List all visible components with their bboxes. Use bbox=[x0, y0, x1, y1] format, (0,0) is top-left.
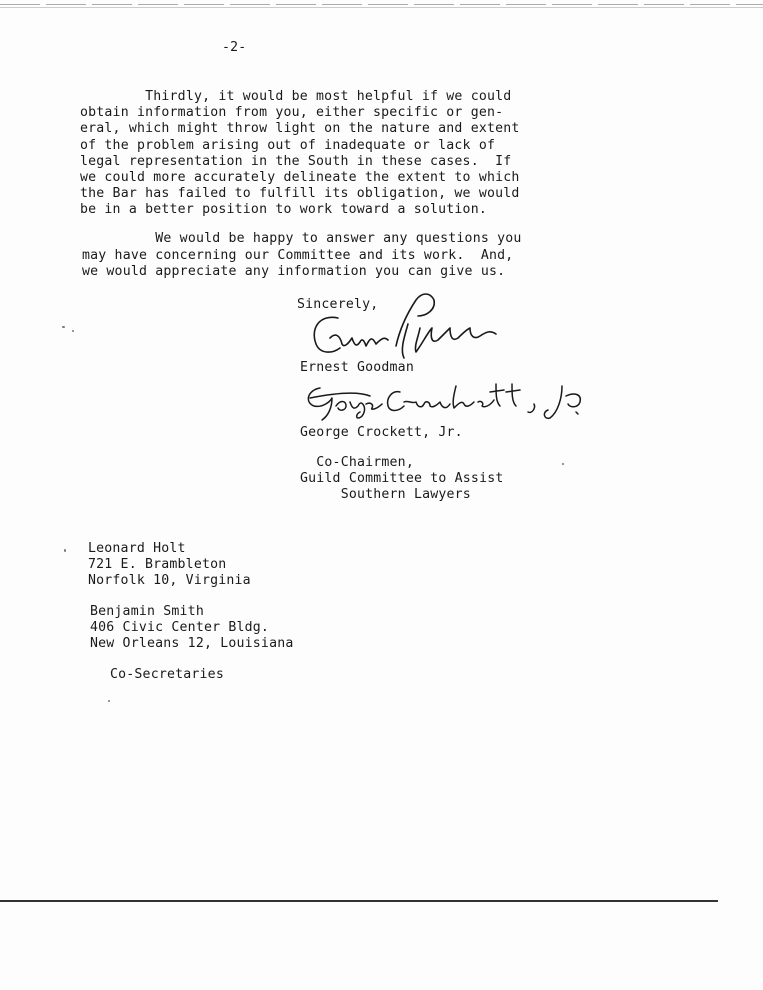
signers-role-block: Co-Chairmen, Guild Committee to Assist Southern Lawyers bbox=[300, 455, 504, 502]
body-paragraph-2: We would be happy to answer any questions you may have concerning our Committee and its work. And, we would appreciate any information you can give us. bbox=[82, 231, 522, 280]
signature-george-crockett bbox=[300, 378, 600, 424]
body-paragraph-1: Thirdly, it would be most helpful if we could obtain information from you, either specific or gen- eral, which might throw light on the nature and extent of the problem arising out of inadequate or lack of legal representation in the South in these cases. If we could more accurately delineate the extent to which the Bar has failed to fulfill its obligation, we would be in a better position to work toward a solution. bbox=[80, 89, 520, 218]
signer-name-2: George Crockett, Jr. bbox=[300, 425, 463, 440]
scan-edge-top-2 bbox=[0, 7, 763, 8]
scan-speck bbox=[62, 326, 65, 328]
scan-speck bbox=[64, 549, 66, 552]
scan-edge-bottom bbox=[0, 900, 718, 902]
secretaries-label: Co-Secretaries bbox=[110, 667, 224, 682]
page-number: -2- bbox=[222, 40, 247, 55]
scan-speck bbox=[562, 463, 564, 465]
address-block-2: Benjamin Smith 406 Civic Center Bldg. New Orleans 12, Louisiana bbox=[90, 604, 294, 651]
closing-salutation: Sincerely, bbox=[297, 297, 379, 312]
scan-edge-top bbox=[0, 4, 763, 5]
scan-speck bbox=[108, 700, 110, 702]
signer-name-1: Ernest Goodman bbox=[300, 360, 414, 375]
address-block-1: Leonard Holt 721 E. Brambleton Norfolk 10, Virginia bbox=[88, 541, 251, 588]
scan-speck bbox=[72, 330, 74, 332]
signature-ernest-goodman bbox=[300, 288, 510, 363]
